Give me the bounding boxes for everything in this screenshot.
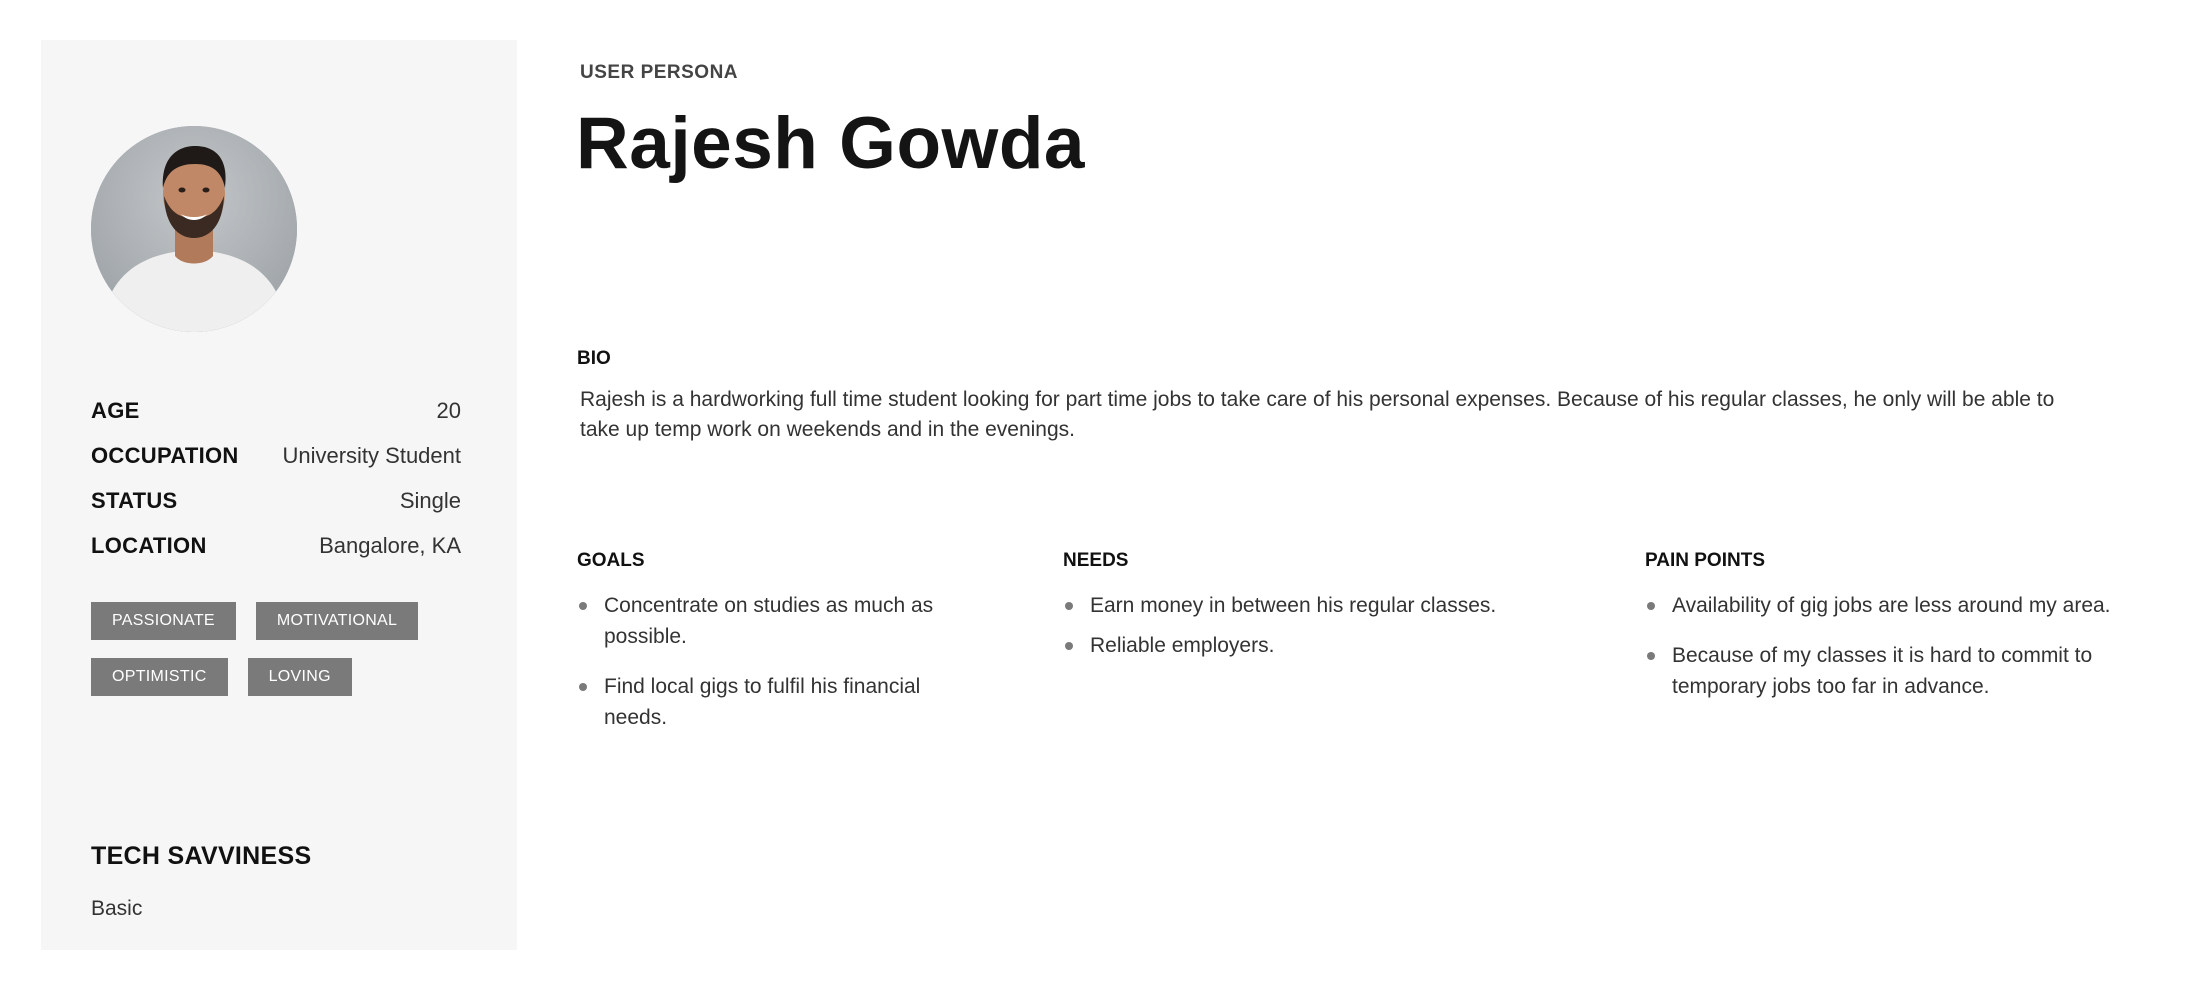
list-item: Find local gigs to fulfil his financial needs. (577, 671, 987, 733)
persona-name: Rajesh Gowda (576, 103, 1086, 184)
profile-facts (91, 388, 461, 568)
list-item: Because of my classes it is hard to commit to temporary jobs too far in advance. (1645, 640, 2115, 702)
tech-savviness-value: Basic (91, 897, 143, 920)
fact-label: STATUS (91, 487, 178, 513)
personality-tags (91, 602, 471, 714)
tag-optimistic: OPTIMISTIC (91, 658, 228, 696)
tag-passionate: PASSIONATE (91, 602, 236, 640)
fact-row-occupation (91, 433, 461, 478)
fact-value: Bangalore, KA (319, 532, 461, 558)
fact-label: AGE (91, 397, 140, 423)
fact-value: University Student (282, 442, 461, 468)
bio-title: BIO (577, 348, 611, 369)
profile-panel (41, 40, 517, 950)
fact-row-age (91, 388, 461, 433)
fact-row-location (91, 523, 461, 568)
goals-title: GOALS (577, 550, 645, 571)
needs-title: NEEDS (1063, 550, 1129, 571)
needs-list (1063, 590, 1583, 661)
tag-motivational: MOTIVATIONAL (256, 602, 418, 640)
fact-label: LOCATION (91, 532, 207, 558)
list-item: Earn money in between his regular classes. (1063, 590, 1583, 621)
pain-points-list (1645, 590, 2115, 702)
tag-loving: LOVING (248, 658, 352, 696)
list-item: Reliable employers. (1063, 630, 1583, 661)
pain-points-title: PAIN POINTS (1645, 550, 1765, 571)
tech-savviness-title: TECH SAVVINESS (91, 842, 312, 870)
goals-list (577, 590, 987, 733)
needs-section (1063, 550, 1583, 670)
list-item: Concentrate on studies as much as possible. (577, 590, 987, 652)
persona-eyebrow: USER PERSONA (580, 62, 739, 83)
pain-points-section (1645, 550, 2115, 721)
fact-row-status (91, 478, 461, 523)
list-item: Availability of gig jobs are less around my area. (1645, 590, 2115, 621)
fact-label: OCCUPATION (91, 442, 239, 468)
fact-value: Single (399, 487, 461, 513)
fact-value: 20 (436, 397, 461, 423)
person-photo-icon (91, 126, 297, 332)
goals-section (577, 550, 987, 752)
bio-text: Rajesh is a hardworking full time student looking for part time jobs to take care of his personal expenses. Because of his regular classes, he only will be able to take up temp work on weekends and in the evenings. (580, 388, 2055, 441)
